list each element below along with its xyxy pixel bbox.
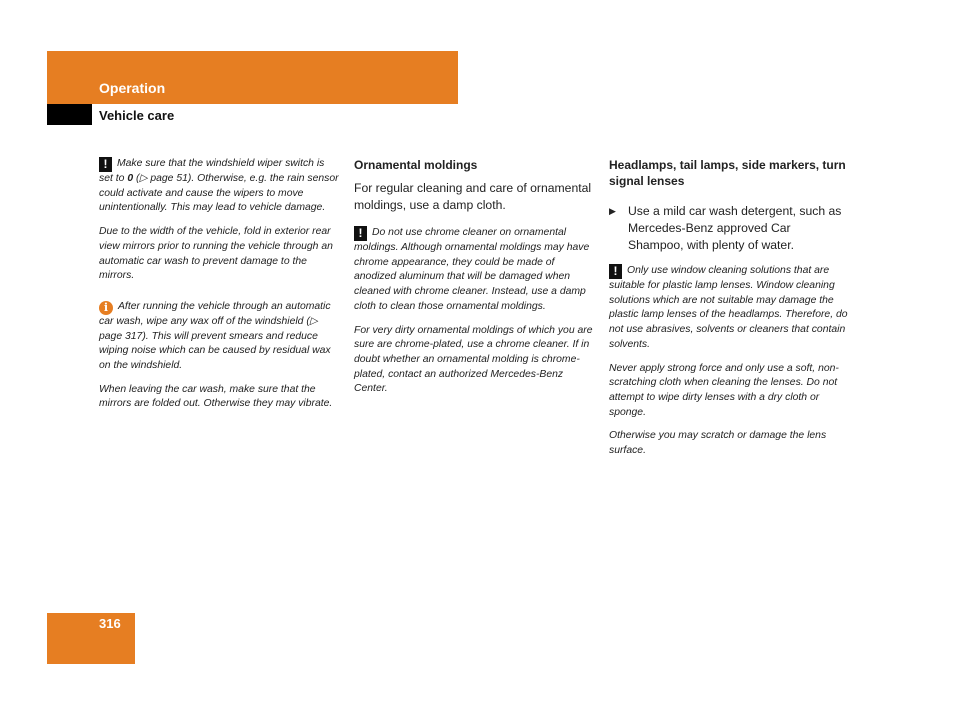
warning-wiper: ! Make sure that the windshield wiper switch is set to 0 (▷ page 51). Otherwise, e.g. the rain sensor could activate and cause the wipers to move unintentionally. This may lead to vehicle damage.: [99, 157, 339, 214]
column-2: [354, 157, 596, 406]
warning-chrome: ! Do not use chrome cleaner on ornamental moldings. Although ornamental moldings may have chrome appearance, they could be made of anodized aluminum that will be damaged when cleaned with chrome cleaner. Instead, use a damp cloth to clean those ornamental moldings.: [354, 226, 590, 312]
note-dirty-moldings: For very dirty ornamental moldings of which you are sure are chrome-plated, use a chrome cleaner. If in doubt whether an ornamental molding is chrome-plated, contact an authorized Mercedes-Benz Center.: [354, 324, 593, 395]
heading-ornamental: Ornamental moldings: [354, 158, 478, 172]
subsection-title: Vehicle care: [99, 108, 175, 123]
warning-icon: !: [354, 226, 367, 241]
bullet-detergent: ▶ Use a mild car wash detergent, such as Mercedes-Benz approved Car Shampoo, with plenty of water.: [609, 204, 842, 252]
note-otherwise: Otherwise you may scratch or damage the lens surface.: [609, 430, 827, 457]
note-mirrors: Due to the width of the vehicle, fold in exterior rear view mirrors prior to running the vehicle through an automatic car wash to prevent damage to the mirrors.: [99, 226, 333, 282]
section-title: Operation: [99, 80, 166, 96]
bullet-arrow-icon: ▶: [609, 206, 616, 216]
page-number: 316: [99, 616, 121, 631]
note-force: Never apply strong force and only use a soft, non-scratching cloth when cleaning the lenses. Do not attempt to wipe dirty lenses with a dry cloth or sponge.: [609, 362, 839, 418]
warning-icon: !: [609, 264, 622, 279]
header-bar: [47, 51, 458, 104]
column-1: [99, 157, 339, 421]
page-number-bar: [47, 613, 135, 664]
warning-icon: !: [99, 157, 112, 172]
heading-headlamps: Headlamps, tail lamps, side markers, turn signal lenses: [609, 158, 846, 188]
body-ornamental: For regular cleaning and care of ornamental moldings, use a damp cloth.: [354, 181, 592, 212]
section-marker: [47, 104, 92, 125]
warning-lens-cleaners: ! Only use window cleaning solutions that are suitable for plastic lamp lenses. Window cleaning solutions which are not suitable may damage the plastic lamp lenses of the headlamps. Therefore, do not use abrasives, solvents or cleaners that contain solvents.: [609, 264, 848, 350]
info-icon: i: [99, 301, 113, 315]
info-wax: i After running the vehicle through an automatic car wash, wipe any wax off of the windshield (▷ page 317). This will prevent smears and reduce wiping noise which can be caused by residual wax on the windshield.: [99, 300, 331, 372]
note-leaving: When leaving the car wash, make sure that the mirrors are folded out. Otherwise they may vibrate.: [99, 383, 333, 410]
column-3: [609, 157, 849, 468]
